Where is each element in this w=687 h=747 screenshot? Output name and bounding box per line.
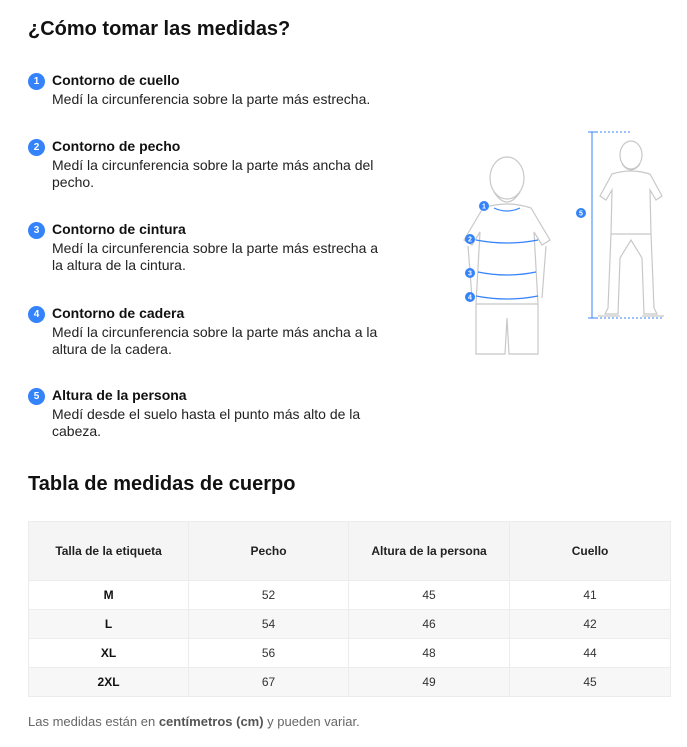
table-cell: 52 — [189, 581, 349, 610]
table-cell: 67 — [189, 668, 349, 697]
figure-marker: 4 — [468, 294, 472, 302]
size-label: M — [29, 581, 189, 610]
body-measurement-illustration — [458, 128, 668, 358]
table-cell: 44 — [510, 639, 671, 668]
figure-marker: 2 — [468, 236, 472, 244]
footer-suffix: y pueden variar. — [263, 714, 360, 729]
step-description: Medí la circunferencia sobre la parte más ancha del pecho. — [52, 157, 374, 190]
footer-note — [28, 714, 360, 729]
step-number-badge: 2 — [28, 139, 45, 156]
table-cell: 46 — [349, 610, 510, 639]
table-cell: 45 — [349, 581, 510, 610]
step-title: Contorno de cadera — [52, 305, 185, 321]
table-row — [29, 668, 671, 697]
step-description: Medí la circunferencia sobre la parte más ancha a la altura de la cadera. — [52, 324, 378, 357]
step-number-badge: 3 — [28, 222, 45, 239]
column-header: Altura de la persona — [349, 522, 510, 581]
table-row — [29, 639, 671, 668]
table-cell: 41 — [510, 581, 671, 610]
table-cell: 49 — [349, 668, 510, 697]
size-table — [28, 521, 671, 697]
table-cell: 48 — [349, 639, 510, 668]
page-title: ¿Cómo tomar las medidas? — [28, 18, 291, 40]
size-label: L — [29, 610, 189, 639]
table-cell: 54 — [189, 610, 349, 639]
figure-marker: 3 — [468, 270, 472, 278]
step-description: Medí la circunferencia sobre la parte más estrecha a la altura de la cintura. — [52, 240, 379, 273]
figure-marker: 5 — [579, 210, 583, 218]
footer-unit: centímetros (cm) — [158, 714, 264, 729]
table-cell: 42 — [510, 610, 671, 639]
figure-marker: 1 — [482, 203, 486, 211]
table-title: Tabla de medidas de cuerpo — [28, 473, 296, 495]
step-title: Altura de la persona — [52, 387, 187, 403]
table-row — [29, 581, 671, 610]
column-header: Talla de la etiqueta — [29, 522, 189, 581]
column-header: Cuello — [510, 522, 671, 581]
footer-prefix: Las medidas están en — [28, 714, 159, 729]
table-cell: 56 — [189, 639, 349, 668]
step-number-badge: 5 — [28, 388, 45, 405]
step-description: Medí desde el suelo hasta el punto más alto de la cabeza. — [52, 406, 361, 439]
step-description: Medí la circunferencia sobre la parte más estrecha. — [52, 91, 371, 107]
step-title: Contorno de pecho — [52, 138, 181, 154]
table-cell: 45 — [510, 668, 671, 697]
size-label: XL — [29, 639, 189, 668]
step-number-badge: 4 — [28, 306, 45, 323]
table-header-row — [29, 522, 671, 581]
size-label: 2XL — [29, 668, 189, 697]
table-row — [29, 610, 671, 639]
step-number-badge: 1 — [28, 73, 45, 90]
step-title: Contorno de cintura — [52, 221, 186, 237]
step-title: Contorno de cuello — [52, 72, 180, 88]
column-header: Pecho — [189, 522, 349, 581]
